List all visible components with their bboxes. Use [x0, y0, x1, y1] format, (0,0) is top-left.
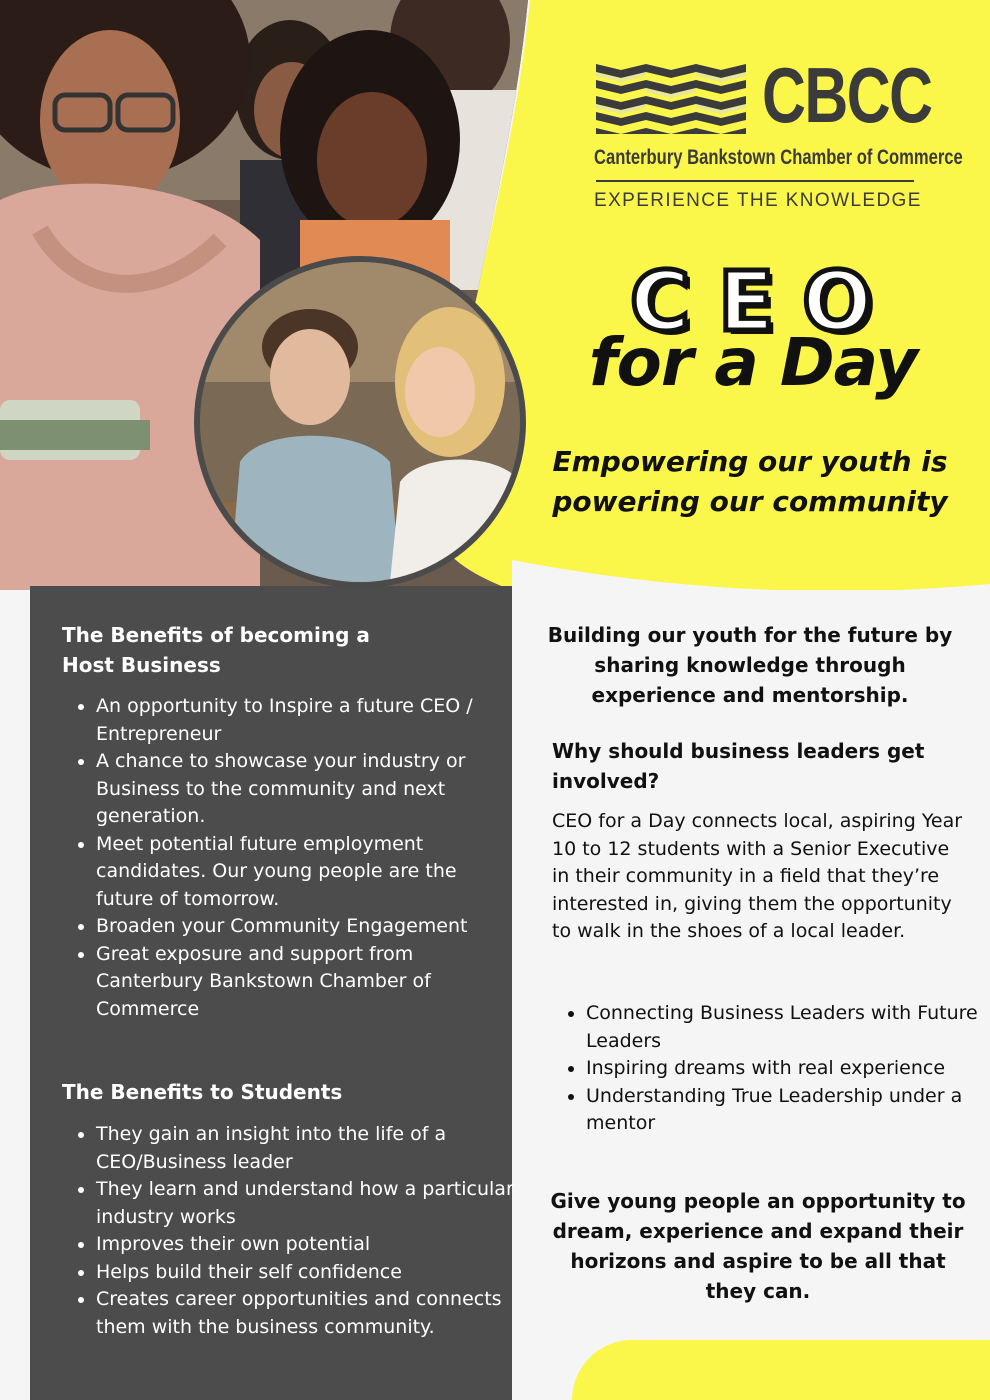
host-benefits-list	[68, 693, 516, 1023]
tagline	[540, 442, 960, 522]
logo-organisation-name: Canterbury Bankstown Chamber of Commerce	[594, 146, 963, 169]
title-ceo: CEO	[630, 255, 900, 350]
list-item: • Helps build their self confidence	[96, 1259, 516, 1287]
why-involved-heading: Why should business leaders get involved?	[552, 739, 925, 793]
program-description: CEO for a Day connects local, aspiring Year 10 to 12 students with a Senior Executive in their community in a field that they’re interested in, giving them the opportunity to walk in the shoes of a local leader.	[552, 810, 963, 942]
list-item: • Connecting Business Leaders with Future Leaders	[586, 1000, 990, 1055]
host-benefits-heading	[62, 620, 370, 680]
list-item: • Meet potential future employment candidates. Our young people are the future of tomorrow.	[96, 831, 516, 914]
benefits-panel	[30, 586, 512, 1400]
yellow-corner-shape	[572, 1340, 990, 1400]
logo-acronym: CBCC	[762, 51, 932, 139]
list-item: • Creates career opportunities and connects them with the business community.	[96, 1286, 516, 1341]
two-young-people-laptop-photo	[194, 256, 526, 588]
cbcc-logo	[594, 51, 963, 214]
student-benefits-heading: The Benefits to Students	[62, 1080, 343, 1104]
title-for-a-day: for a Day	[588, 324, 918, 401]
list-item: • An opportunity to Inspire a future CEO / Entrepreneur	[96, 693, 516, 748]
list-item: • Improves their own potential	[96, 1231, 516, 1259]
logo-divider	[596, 180, 914, 182]
list-item: • They learn and understand how a particular industry works	[96, 1176, 516, 1231]
stacked-chevron-pattern-icon	[596, 64, 746, 134]
program-highlights-list	[558, 1000, 990, 1138]
tagline-line-2: powering our community	[552, 485, 948, 518]
host-benefits-heading-line-2: Host Business	[62, 653, 221, 677]
list-item: • Understanding True Leadership under a mentor	[586, 1083, 990, 1138]
list-item: • Great exposure and support from Canterbury Bankstown Chamber of Commerce	[96, 941, 516, 1024]
logo-tagline: EXPERIENCE THE KNOWLEDGE	[594, 190, 922, 211]
list-item: • A chance to showcase your industry or Business to the community and next generation.	[96, 748, 516, 831]
list-item: • Inspiring dreams with real experience	[586, 1055, 990, 1083]
list-item: • They gain an insight into the life of a CEO/Business leader	[96, 1121, 516, 1176]
lead-statement: Building our youth for the future by sharing knowledge through experience and mentorship.	[547, 623, 953, 707]
closing-statement: Give young people an opportunity to dream, experience and expand their horizons and aspire to be all that they can.	[550, 1189, 966, 1303]
info-column	[540, 586, 978, 1400]
list-item: • Broaden your Community Engagement	[96, 913, 516, 941]
host-benefits-heading-line-1: The Benefits of becoming a	[62, 623, 370, 647]
student-benefits-list	[68, 1121, 516, 1341]
tagline-line-1: Empowering our youth is	[552, 445, 948, 478]
